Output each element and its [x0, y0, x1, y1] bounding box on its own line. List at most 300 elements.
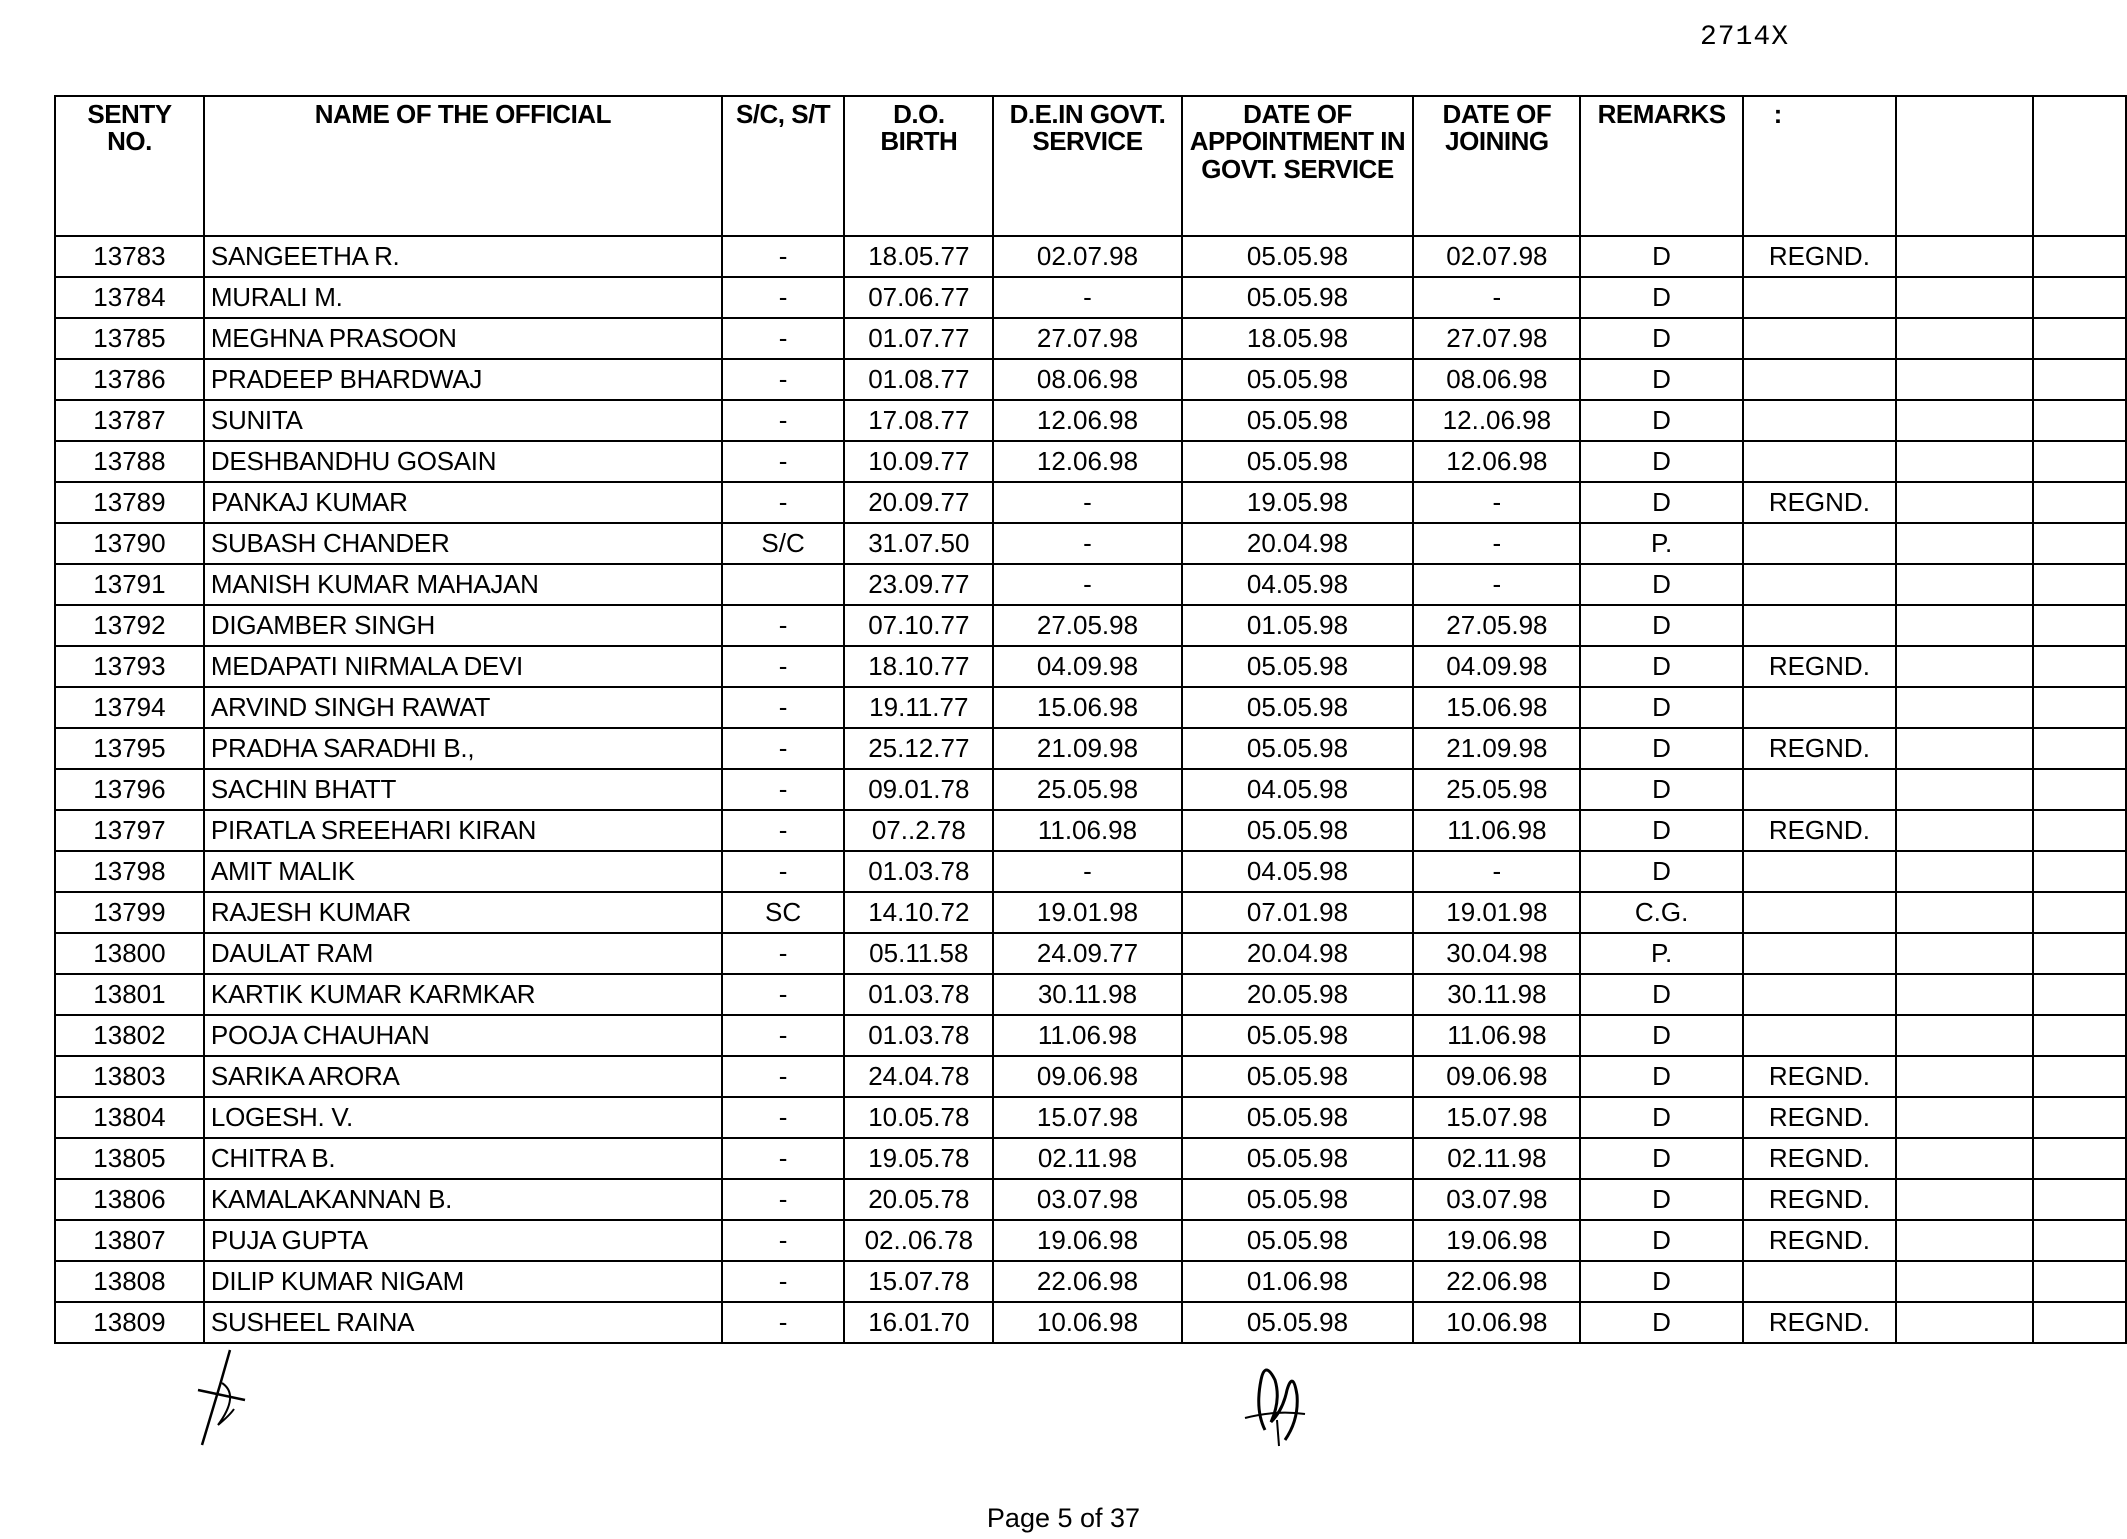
official-name: ARVIND SINGH RAWAT — [204, 687, 722, 728]
empty-cell — [2033, 1015, 2126, 1056]
remarks: D — [1580, 728, 1742, 769]
sc-st: - — [722, 277, 845, 318]
empty-cell — [1896, 1138, 2033, 1179]
remarks-extra — [1743, 318, 1896, 359]
de-in-govt-service: 11.06.98 — [993, 1015, 1181, 1056]
official-name: PRADHA SARADHI B., — [204, 728, 722, 769]
date-of-birth: 15.07.78 — [844, 1261, 993, 1302]
senty-no: 13790 — [55, 523, 204, 564]
senty-no: 13787 — [55, 400, 204, 441]
remarks: D — [1580, 769, 1742, 810]
col-header: D.O. BIRTH — [844, 96, 993, 236]
sc-st: - — [722, 441, 845, 482]
date-of-joining: 25.05.98 — [1413, 769, 1580, 810]
senty-no: 13809 — [55, 1302, 204, 1343]
empty-cell — [1896, 687, 2033, 728]
date-of-appointment: 05.05.98 — [1182, 400, 1414, 441]
sc-st: - — [722, 1179, 845, 1220]
de-in-govt-service: 11.06.98 — [993, 810, 1181, 851]
remarks-extra: REGND. — [1743, 810, 1896, 851]
col-header: SENTY NO. — [55, 96, 204, 236]
date-of-joining: 10.06.98 — [1413, 1302, 1580, 1343]
official-name: SACHIN BHATT — [204, 769, 722, 810]
date-of-birth: 01.03.78 — [844, 851, 993, 892]
de-in-govt-service: 12.06.98 — [993, 441, 1181, 482]
sc-st: - — [722, 1220, 845, 1261]
col-header: D.E.IN GOVT. SERVICE — [993, 96, 1181, 236]
sc-st: - — [722, 851, 845, 892]
date-of-birth: 09.01.78 — [844, 769, 993, 810]
empty-cell — [2033, 482, 2126, 523]
empty-cell — [2033, 277, 2126, 318]
sc-st: - — [722, 400, 845, 441]
table-row — [55, 1056, 2126, 1097]
date-of-appointment: 05.05.98 — [1182, 1056, 1414, 1097]
de-in-govt-service: 25.05.98 — [993, 769, 1181, 810]
remarks-extra: REGND. — [1743, 728, 1896, 769]
de-in-govt-service: 19.06.98 — [993, 1220, 1181, 1261]
remarks-extra — [1743, 605, 1896, 646]
table-row — [55, 851, 2126, 892]
sc-st: - — [722, 810, 845, 851]
table-row — [55, 1138, 2126, 1179]
remarks: D — [1580, 441, 1742, 482]
date-of-birth: 05.11.58 — [844, 933, 993, 974]
official-name: MEDAPATI NIRMALA DEVI — [204, 646, 722, 687]
table-row — [55, 482, 2126, 523]
official-name: CHITRA B. — [204, 1138, 722, 1179]
table-row — [55, 1015, 2126, 1056]
empty-cell — [1896, 523, 2033, 564]
date-of-appointment: 05.05.98 — [1182, 359, 1414, 400]
date-of-joining: 27.05.98 — [1413, 605, 1580, 646]
date-of-birth: 07.10.77 — [844, 605, 993, 646]
sc-st: - — [722, 236, 845, 277]
date-of-joining: - — [1413, 277, 1580, 318]
remarks: D — [1580, 277, 1742, 318]
date-of-appointment: 05.05.98 — [1182, 441, 1414, 482]
remarks-extra — [1743, 1261, 1896, 1302]
remarks-extra — [1743, 769, 1896, 810]
empty-cell — [2033, 1056, 2126, 1097]
official-name: SUSHEEL RAINA — [204, 1302, 722, 1343]
de-in-govt-service: 27.07.98 — [993, 318, 1181, 359]
de-in-govt-service: 27.05.98 — [993, 605, 1181, 646]
date-of-joining: 04.09.98 — [1413, 646, 1580, 687]
remarks-extra: REGND. — [1743, 1302, 1896, 1343]
official-name: PIRATLA SREEHARI KIRAN — [204, 810, 722, 851]
date-of-appointment: 04.05.98 — [1182, 851, 1414, 892]
table-row — [55, 1179, 2126, 1220]
official-name: DIGAMBER SINGH — [204, 605, 722, 646]
remarks-extra — [1743, 400, 1896, 441]
date-of-appointment: 05.05.98 — [1182, 1302, 1414, 1343]
de-in-govt-service: 02.11.98 — [993, 1138, 1181, 1179]
official-name: SANGEETHA R. — [204, 236, 722, 277]
remarks-extra — [1743, 974, 1896, 1015]
official-name: MURALI M. — [204, 277, 722, 318]
date-of-joining: 03.07.98 — [1413, 1179, 1580, 1220]
date-of-joining: 22.06.98 — [1413, 1261, 1580, 1302]
empty-cell — [1896, 1261, 2033, 1302]
de-in-govt-service: - — [993, 277, 1181, 318]
empty-cell — [2033, 687, 2126, 728]
senty-no: 13799 — [55, 892, 204, 933]
remarks-extra — [1743, 441, 1896, 482]
date-of-joining: - — [1413, 564, 1580, 605]
senty-no: 13800 — [55, 933, 204, 974]
de-in-govt-service: 30.11.98 — [993, 974, 1181, 1015]
date-of-appointment: 18.05.98 — [1182, 318, 1414, 359]
senty-no: 13789 — [55, 482, 204, 523]
date-of-appointment: 04.05.98 — [1182, 564, 1414, 605]
empty-cell — [1896, 1056, 2033, 1097]
de-in-govt-service: 12.06.98 — [993, 400, 1181, 441]
date-of-joining: 19.01.98 — [1413, 892, 1580, 933]
remarks: D — [1580, 236, 1742, 277]
de-in-govt-service: 10.06.98 — [993, 1302, 1181, 1343]
sc-st: - — [722, 933, 845, 974]
remarks: D — [1580, 974, 1742, 1015]
de-in-govt-service: 24.09.77 — [993, 933, 1181, 974]
sc-st: - — [722, 1097, 845, 1138]
date-of-appointment: 01.06.98 — [1182, 1261, 1414, 1302]
remarks-extra — [1743, 851, 1896, 892]
date-of-birth: 20.09.77 — [844, 482, 993, 523]
sc-st: - — [722, 646, 845, 687]
col-header: S/C, S/T — [722, 96, 845, 236]
sc-st: - — [722, 728, 845, 769]
date-of-joining: 12..06.98 — [1413, 400, 1580, 441]
senty-no: 13793 — [55, 646, 204, 687]
remarks-extra: REGND. — [1743, 1179, 1896, 1220]
date-of-birth: 18.10.77 — [844, 646, 993, 687]
empty-cell — [1896, 605, 2033, 646]
empty-cell — [1896, 728, 2033, 769]
date-of-appointment: 20.05.98 — [1182, 974, 1414, 1015]
remarks: D — [1580, 810, 1742, 851]
date-of-birth: 23.09.77 — [844, 564, 993, 605]
senty-no: 13798 — [55, 851, 204, 892]
date-of-birth: 07.06.77 — [844, 277, 993, 318]
remarks-extra: REGND. — [1743, 1220, 1896, 1261]
de-in-govt-service: 15.07.98 — [993, 1097, 1181, 1138]
remarks-extra — [1743, 359, 1896, 400]
empty-cell — [1896, 769, 2033, 810]
de-in-govt-service: 21.09.98 — [993, 728, 1181, 769]
sc-st: - — [722, 769, 845, 810]
remarks-extra — [1743, 564, 1896, 605]
date-of-birth: 01.03.78 — [844, 1015, 993, 1056]
col-header: : — [1743, 96, 1896, 236]
empty-cell — [1896, 1220, 2033, 1261]
senty-no: 13801 — [55, 974, 204, 1015]
empty-cell — [1896, 974, 2033, 1015]
empty-cell — [1896, 810, 2033, 851]
col-header: DATE OF JOINING — [1413, 96, 1580, 236]
official-name: DESHBANDHU GOSAIN — [204, 441, 722, 482]
col-header — [1896, 96, 2033, 236]
empty-cell — [1896, 441, 2033, 482]
table-row — [55, 687, 2126, 728]
empty-cell — [1896, 318, 2033, 359]
table-row — [55, 646, 2126, 687]
sc-st: S/C — [722, 523, 845, 564]
date-of-birth: 16.01.70 — [844, 1302, 993, 1343]
remarks: D — [1580, 1097, 1742, 1138]
remarks-extra: REGND. — [1743, 1056, 1896, 1097]
date-of-appointment: 20.04.98 — [1182, 933, 1414, 974]
table-row — [55, 769, 2126, 810]
de-in-govt-service: - — [993, 851, 1181, 892]
date-of-birth: 18.05.77 — [844, 236, 993, 277]
remarks-extra: REGND. — [1743, 482, 1896, 523]
date-of-joining: 30.04.98 — [1413, 933, 1580, 974]
sc-st: - — [722, 318, 845, 359]
sc-st: - — [722, 605, 845, 646]
date-of-appointment: 05.05.98 — [1182, 728, 1414, 769]
date-of-appointment: 05.05.98 — [1182, 1015, 1414, 1056]
de-in-govt-service: 15.06.98 — [993, 687, 1181, 728]
date-of-appointment: 05.05.98 — [1182, 810, 1414, 851]
date-of-joining: 09.06.98 — [1413, 1056, 1580, 1097]
sc-st: - — [722, 687, 845, 728]
sc-st: - — [722, 482, 845, 523]
empty-cell — [1896, 1302, 2033, 1343]
table-row — [55, 359, 2126, 400]
date-of-joining: 02.07.98 — [1413, 236, 1580, 277]
date-of-joining: 11.06.98 — [1413, 1015, 1580, 1056]
remarks-extra: REGND. — [1743, 1138, 1896, 1179]
empty-cell — [2033, 974, 2126, 1015]
remarks: D — [1580, 1261, 1742, 1302]
de-in-govt-service: 02.07.98 — [993, 236, 1181, 277]
remarks: D — [1580, 1056, 1742, 1097]
col-header: DATE OF APPOINTMENT IN GOVT. SERVICE — [1182, 96, 1414, 236]
empty-cell — [2033, 236, 2126, 277]
empty-cell — [1896, 236, 2033, 277]
remarks: D — [1580, 400, 1742, 441]
col-header: NAME OF THE OFFICIAL — [204, 96, 722, 236]
date-of-joining: 11.06.98 — [1413, 810, 1580, 851]
empty-cell — [1896, 892, 2033, 933]
empty-cell — [2033, 441, 2126, 482]
date-of-appointment: 05.05.98 — [1182, 687, 1414, 728]
senty-no: 13802 — [55, 1015, 204, 1056]
senty-no: 13805 — [55, 1138, 204, 1179]
remarks-extra — [1743, 277, 1896, 318]
empty-cell — [2033, 400, 2126, 441]
date-of-joining: - — [1413, 482, 1580, 523]
senty-no: 13792 — [55, 605, 204, 646]
date-of-joining: 19.06.98 — [1413, 1220, 1580, 1261]
page-number: Page 5 of 37 — [986, 1503, 1141, 1533]
table-row — [55, 605, 2126, 646]
table-row — [55, 1220, 2126, 1261]
senty-no: 13806 — [55, 1179, 204, 1220]
empty-cell — [2033, 1179, 2126, 1220]
sc-st: SC — [722, 892, 845, 933]
senty-no: 13807 — [55, 1220, 204, 1261]
sc-st: - — [722, 1302, 845, 1343]
empty-cell — [2033, 1097, 2126, 1138]
remarks: D — [1580, 851, 1742, 892]
date-of-birth: 20.05.78 — [844, 1179, 993, 1220]
official-name: POOJA CHAUHAN — [204, 1015, 722, 1056]
empty-cell — [1896, 1179, 2033, 1220]
empty-cell — [1896, 564, 2033, 605]
date-of-joining: - — [1413, 523, 1580, 564]
official-name: DAULAT RAM — [204, 933, 722, 974]
date-of-birth: 31.07.50 — [844, 523, 993, 564]
table-row — [55, 1261, 2126, 1302]
date-of-appointment: 05.05.98 — [1182, 1220, 1414, 1261]
empty-cell — [2033, 810, 2126, 851]
remarks: P. — [1580, 933, 1742, 974]
empty-cell — [1896, 646, 2033, 687]
sc-st — [722, 564, 845, 605]
senty-no: 13788 — [55, 441, 204, 482]
date-of-appointment: 05.05.98 — [1182, 1138, 1414, 1179]
remarks: D — [1580, 482, 1742, 523]
empty-cell — [1896, 482, 2033, 523]
senty-no: 13796 — [55, 769, 204, 810]
date-of-appointment: 05.05.98 — [1182, 277, 1414, 318]
date-of-appointment: 05.05.98 — [1182, 1097, 1414, 1138]
senty-no: 13784 — [55, 277, 204, 318]
de-in-govt-service: 04.09.98 — [993, 646, 1181, 687]
official-name: SUNITA — [204, 400, 722, 441]
sc-st: - — [722, 974, 845, 1015]
col-header — [2033, 96, 2126, 236]
table-row — [55, 1097, 2126, 1138]
date-of-appointment: 05.05.98 — [1182, 236, 1414, 277]
de-in-govt-service: 19.01.98 — [993, 892, 1181, 933]
empty-cell — [1896, 1097, 2033, 1138]
senty-no: 13804 — [55, 1097, 204, 1138]
sc-st: - — [722, 359, 845, 400]
empty-cell — [1896, 359, 2033, 400]
date-of-joining: 21.09.98 — [1413, 728, 1580, 769]
date-of-appointment: 04.05.98 — [1182, 769, 1414, 810]
table-row — [55, 810, 2126, 851]
empty-cell — [2033, 523, 2126, 564]
table-row — [55, 1302, 2126, 1343]
remarks-extra — [1743, 523, 1896, 564]
empty-cell — [2033, 359, 2126, 400]
senty-no: 13808 — [55, 1261, 204, 1302]
senty-no: 13797 — [55, 810, 204, 851]
senty-no: 13785 — [55, 318, 204, 359]
remarks-extra — [1743, 687, 1896, 728]
table-row — [55, 728, 2126, 769]
date-of-joining: 15.07.98 — [1413, 1097, 1580, 1138]
official-name: PRADEEP BHARDWAJ — [204, 359, 722, 400]
senty-no: 13795 — [55, 728, 204, 769]
date-of-birth: 19.05.78 — [844, 1138, 993, 1179]
official-name: SARIKA ARORA — [204, 1056, 722, 1097]
de-in-govt-service: - — [993, 564, 1181, 605]
empty-cell — [2033, 1302, 2126, 1343]
official-name: PUJA GUPTA — [204, 1220, 722, 1261]
date-of-birth: 07..2.78 — [844, 810, 993, 851]
empty-cell — [2033, 318, 2126, 359]
date-of-birth: 01.03.78 — [844, 974, 993, 1015]
date-of-appointment: 20.04.98 — [1182, 523, 1414, 564]
remarks: D — [1580, 687, 1742, 728]
table-row — [55, 400, 2126, 441]
remarks-extra — [1743, 933, 1896, 974]
seniority-table — [54, 95, 2127, 1344]
official-name: AMIT MALIK — [204, 851, 722, 892]
date-of-joining: 30.11.98 — [1413, 974, 1580, 1015]
empty-cell — [2033, 1138, 2126, 1179]
table-row — [55, 236, 2126, 277]
date-of-appointment: 19.05.98 — [1182, 482, 1414, 523]
date-of-appointment: 01.05.98 — [1182, 605, 1414, 646]
handwritten-signature — [1235, 1350, 1315, 1450]
de-in-govt-service: 22.06.98 — [993, 1261, 1181, 1302]
date-of-birth: 02..06.78 — [844, 1220, 993, 1261]
document-id: 2714X — [1700, 22, 1790, 53]
date-of-birth: 24.04.78 — [844, 1056, 993, 1097]
remarks-extra — [1743, 892, 1896, 933]
date-of-birth: 14.10.72 — [844, 892, 993, 933]
table-header-row — [55, 96, 2126, 236]
empty-cell — [2033, 646, 2126, 687]
date-of-birth: 10.09.77 — [844, 441, 993, 482]
remarks: D — [1580, 1220, 1742, 1261]
empty-cell — [1896, 851, 2033, 892]
de-in-govt-service: 03.07.98 — [993, 1179, 1181, 1220]
de-in-govt-service: 09.06.98 — [993, 1056, 1181, 1097]
remarks-extra: REGND. — [1743, 646, 1896, 687]
de-in-govt-service: 08.06.98 — [993, 359, 1181, 400]
col-header: REMARKS — [1580, 96, 1742, 236]
date-of-joining: - — [1413, 851, 1580, 892]
remarks: D — [1580, 359, 1742, 400]
date-of-birth: 17.08.77 — [844, 400, 993, 441]
date-of-joining: 27.07.98 — [1413, 318, 1580, 359]
table-row — [55, 564, 2126, 605]
remarks: D — [1580, 1015, 1742, 1056]
empty-cell — [2033, 851, 2126, 892]
senty-no: 13791 — [55, 564, 204, 605]
table-row — [55, 892, 2126, 933]
official-name: SUBASH CHANDER — [204, 523, 722, 564]
empty-cell — [1896, 1015, 2033, 1056]
senty-no: 13803 — [55, 1056, 204, 1097]
empty-cell — [1896, 277, 2033, 318]
sc-st: - — [722, 1056, 845, 1097]
date-of-joining: 08.06.98 — [1413, 359, 1580, 400]
official-name: LOGESH. V. — [204, 1097, 722, 1138]
remarks: P. — [1580, 523, 1742, 564]
remarks: C.G. — [1580, 892, 1742, 933]
remarks-extra — [1743, 1015, 1896, 1056]
sc-st: - — [722, 1015, 845, 1056]
official-name: DILIP KUMAR NIGAM — [204, 1261, 722, 1302]
empty-cell — [2033, 933, 2126, 974]
empty-cell — [2033, 728, 2126, 769]
remarks: D — [1580, 318, 1742, 359]
empty-cell — [2033, 564, 2126, 605]
remarks: D — [1580, 605, 1742, 646]
remarks: D — [1580, 564, 1742, 605]
handwritten-initials — [190, 1345, 270, 1455]
remarks: D — [1580, 1302, 1742, 1343]
table-row — [55, 277, 2126, 318]
